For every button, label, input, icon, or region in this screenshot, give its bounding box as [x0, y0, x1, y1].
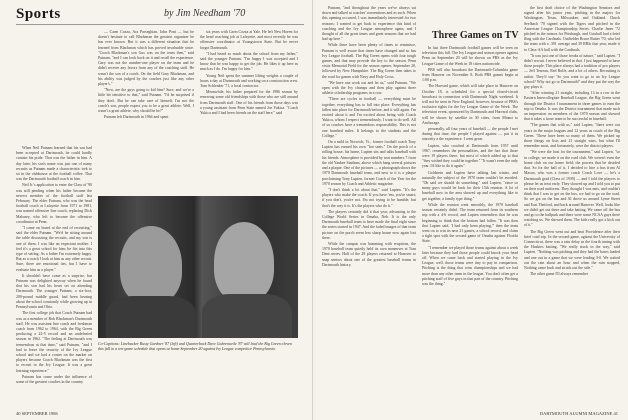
- paragraph: The Harvard game, which will take place in Hanover on October 18, is scheduled for a special closed-circuit broadcast in connection with Dartmouth Night weekend. It will not be seen in New England, however, because of PBS's exclusive rights for the Ivy League Game of the Week. The television event, sponsored by Dartmouth and Harvard clubs, will be shown by satellite in 30 cities, from Miami to Anchorage.: [422, 84, 518, 125]
- paragraph: When Neil Putnam learned that his son had been accepted at Dartmouth, he could hardly contain his pride. That was the father in him. A day later, his son's name was just one of many recruits as Putnam made a characteristic trek to sit in the clubhouse at the football coffee. That was the Dartmouth football coach in him.: [16, 146, 92, 182]
- paragraph: "I came on board at the end of recruiting," said the elder Putnam. "We'd be sitting around the table discussing the recruits, and my son is one of them. I was like an expectant mother. I feel it's a great school for him; he fits into this type of setting. As a father I'm extremely happy. But as a coach I look at him as any other recruit. Sure, there are emotional ties, but I have to evaluate him as a player.": [16, 226, 92, 272]
- paragraph: Lupien, who coached at Dartmouth from 1957 until 1967, remembers the personalities, and the fact that those were 19 players there, but most of which added up to that "they wished they could be together." "It wasn't even the only year. I'd like to do it again.": [422, 143, 518, 169]
- paragraph: "The games that with us," said Lupien, "there were our years in the major leagues and 12 years as coach of the Big Green. 'These have been so many of them. We picked up those things on lists and 21 straight wins, but what I'll remember most, and fortunately, were the district players.: [524, 123, 620, 149]
- photo-caption: Co-Captions: Linebacker Rusty Gardner '87 (left) and Quarterback Dave Gabrenavile '87 will lead the Big Green eleven this fall in a ten-game schedule that opens at home September 20 against Ivy League competitor Pennsylvania.: [98, 341, 292, 351]
- paragraph: Putnam, "and throughout the years we've always sat down and talked at coaches' conventions and as such. When this opening occurred, I was immediately interested for two reasons: I wanted to get back to experience this kind of coaching and the Ivy League atmosphere again, and I thought of all the great times and great seasons that we had had up here.": [322, 6, 416, 42]
- article-column-3: [200, 30, 298, 192]
- article-column-1: [16, 146, 92, 408]
- left-page: [0, 0, 313, 420]
- paragraph: While there have been plenty of times to reminisce, Putnam is well aware that times have changed and so has Ivy League football. The Big Green opens with four tough games, and that may provide the key to the season. Penn visits Memorial Field for the season opener, September 20, followed by New Hampshire. The Big Green then takes to the road for games with Navy and Holy Cross.: [322, 43, 416, 79]
- paragraph: six years with Carm Cozza at Yale. He left New Haven for the head coaching job at Lafayette, and most recently he was offensive coordinator at Youngstown State. But he never forgot Dartmouth.: [200, 30, 298, 50]
- paragraph: It shouldn't have come as a surprise, but Putnam was delighted anyway when he found that his son had his heart set on attending Dartmouth. The younger Putnam, a six-foot, 200-pound middle guard, had been hearing about the school constantly while growing up in Pennsylvania and Ohio.: [16, 273, 92, 310]
- paragraph: "I don't think a lot about that," said Lupien. "It's the players who make the coach. If you have 'em, you're smart; if you don't, you're not. I'm not trying to be humble, but that's the way it is. It's the players who do it.": [322, 187, 416, 208]
- page-folio-right: DARTMOUTH ALUMNI MAGAZINE 41: [539, 411, 618, 416]
- paragraph: "There are cycles in football — everything must be together, everything has to fall into place. Everything has fallen into place for Dartmouth before, and it will again. I'm excited about it and I'm excited about being with Coach Yukica, whom I respect tremendously. I want to do well. All of us coaches have a tremendous responsibility. This is not one hundred miles. It belongs to the students and the College.": [322, 97, 416, 138]
- sidebar-title: Three Games on TV: [432, 30, 519, 41]
- paragraph: Neil Jr.'s application to enter the Class of '90 was still pending when his father became the newest member of the football staff last February. The elder Putnam, who was the head football coach at Lafayette from 1971 to 1981, was named offensive line coach, replacing Dick Maloney, who left to become the offensive coordinator at Penn.: [16, 183, 92, 224]
- article-column-2: [422, 46, 518, 410]
- paragraph: While the reunion went smoothly, the 1970 baseball season certainly didn't. The team returned from its southern trip with a 4-6 record, and Lupien remembers that he was beginning to think that the bottom had fallen. "It was then that Lupien said, 'I had only been playing,'" then the team went on to win its next 21 games, a school record, and claim a tight spot with the second game of Omaha against Florida State.: [422, 202, 518, 244]
- paragraph: "After winning 21 straight, including 13 in a row in the Eastern Intercollegiate Baseball League, the Big Green went through the District I tournament in three games to earn the trip to Omaha. It was the District tournament that made such an impression on members of the 1970 season and showed that it takes a loose team to be successful in baseball.: [524, 91, 620, 122]
- paragraph: On a mild in Norwich, Vt., former football coach Tony Lupien has earned his own "hot seats." On the porch of a rolling house, his home, Lupien sits and talks baseball with his friends. Atmosphere is provided by seat numbers 7 from the old Yankee Stadium, above which hang several pictures and a plaque. One of the pictures — a photograph shows the 1970 Dartmouth baseball team, and next to it is a plaque proclaiming Tony Lupien, former Coach of the Year for the 1970 season by Coach and Athletic magazine.: [322, 140, 416, 186]
- header-rule: [16, 24, 304, 25]
- section-title: Sports: [16, 6, 61, 22]
- paragraph: personally, all four years of baseball — the people I met during that time, the people I played against — put it in sincerity a the experience. I went great.: [422, 127, 518, 142]
- paragraph: Putnam has come under the influence of some of the greatest coaches in the country: [16, 374, 92, 384]
- paragraph: While the campus was humming with eruptions, the 1970 baseball team quietly held its own maneuver at Tom Dent series. Half of the 28 players returned to Hanover to snap seniors about one of the greatest baseball teams in Dartmouth history.: [322, 241, 416, 267]
- player-left-shirt: [106, 296, 196, 338]
- paragraph: The first college job that Coach Putnam had was as a member of Bob Blackman's Dartmouth staff. He was assistant line coach and freshman coach from 1962 to 1964, with the Big Green producing a 22-5 record and an undefeated season in 1962. "The feeling at Dartmouth was tremendous at that time," said Putnam, "and I had to leave the security of the Ivy League school and we had a corner on the market on players because Coach Blackman was the first to recruit in the Ivy League. It was a great learning experience.": [16, 311, 92, 373]
- page-folio-left: 40 SEPTEMBER 1986: [16, 411, 58, 416]
- player-right-figure: [214, 222, 274, 302]
- co-captains-photo: [98, 196, 298, 338]
- paragraph: "I remember we played those teams against about a week later because they had those people could knock your head off. When we came back and started playing in the Ivy League, well, those teams were tiny to pay in comparison. Pitching is the thing that wins championships and we had more than any other team in the league. You don't often get a pitching staff of five guys in that part of the country. Pitching was the thing.": [422, 245, 518, 286]
- paragraph: — Carm Cozza, Ara Parseghian, John Pont — but he doesn't hesitate to call Blackman the greatest organizer he has ever known. But it was a different situation that he learned from Blackman which has proved invaluable since. "Coach Blackman's son Gus was on the team then," said Putnam, "and I can look back on it and recall the experience. Gary was not the number-one player on the team and he didn't receive any favors from any of the coaching staff. He wasn't the son of a coach. On the field Gary Blackman, and his ability was judged by the coaches just like any other player's.": [98, 30, 194, 87]
- paragraph: "I had heard so much about the school from my father," said the younger Putnam. "I'm happy I was accepted and I know that he was happy to get the job. He likes it up here as much as I do. I'm happy for him.": [200, 51, 298, 72]
- paragraph: In last three Dartmouth football games will be seen on television this fall. The Ivy League and season opener against Penn on September 20 will be shown on PBS as the Ivy League Game of the Week in 18 cities nationwide.: [422, 46, 518, 66]
- paragraph: The Big Green went out and beat Providence after their brief road trip. In the second game, against the University of Connecticut, there was a rain delay in the fourth inning with the Huskies batting. "We really stuck in the way," said Lupien. "Nothing was pitching and they had the bases loaded and one out in a game that we were leading 3-0. We waited out the rain about an hour and when the rain stopped, Nothing came back and struck out the side.": [524, 229, 620, 270]
- paragraph: Young Neil spent the summer lifting weights a couple of hours a day at Dartmouth and working on a construction crew. Tom Schlenker '71, a local contractor.: [200, 73, 298, 89]
- article-column-2: [98, 30, 194, 192]
- paragraph: "We have one work out and let us," said Putnam. "We open with the Ivy champs and then play against three athletic scholarship programs in a row.: [322, 80, 416, 96]
- paragraph: Meanwhile, his father prepared for the 1986 season by renewing some old friendships with those who are still around from Dartmouth staff. One of his friends from those days was a young assistant from Penn State named Joe Yukica. "Coach Yukica and I had been friends on the staff here," said: [200, 90, 298, 116]
- paragraph: Goldstein and Lupien have talking last winter, and naturally the subject of the 1970 team couldn't be avoided. "Oh said we should do something," said Lupien, "since so many guys would be back for their 15th reunion. A lot of baseball now in the area showed up and everything like to get together, a family type thing.": [422, 170, 518, 201]
- paragraph: "We were the host for the tournament," said Lupien, "so in college, we made it on the road club. We weren't even the home club on our home field; the powers that be decided that. So for the ball of it, I decided to hire a bus from Al Mason, who was a former coach Coach Love — he's a Dartmouth grad (Class of 1939) — and I told the players to please let us treat early. They showed up and I told you to put on their road uniforms. They thought I was nuts, and couldn't think that I was to get on the bus, we had to go on the road. So we got on the bus and Al drove us around Lyme Street and East Thetford, and back around Hanover. Well, looks like we didn't get out there and take batting. We came off the bus and go to the ballpark and there were some NCAA guys there watching us. We showed them. The kids really got a kick out of it.": [524, 150, 620, 228]
- right-page: [314, 0, 628, 420]
- player-right-shirt: [202, 294, 292, 338]
- paragraph: PBS will also broadcast the Dartmouth-Columbia game from Hanover on November 8. Both PBS games begin at 1:00 p.m.: [422, 67, 518, 83]
- byline: by Jim Needham '70: [164, 8, 246, 19]
- paragraph: Putnam left Dartmouth in 1964 and spent: [104, 115, 169, 120]
- player-left-figure: [120, 226, 182, 304]
- paragraph: The players certainly did it that year, advancing to the College World Series in Omaha, Neb. It is the only Dartmouth baseball team to have made the final eight since the series started in 1947. And the faded images of that team picture on the porch seem less sharp house now again lost there.: [322, 209, 416, 240]
- article-column-3: [524, 6, 620, 410]
- article-column-1: [322, 6, 416, 410]
- paragraph: "It was just one of those freaks of nature," said Lupien. "I didn't recruit. I never believed in that. I just happened to have those people. This place always had a tradition of pro players — Jeff Tesreau, Red Rolfe, and a lot of others. Recruiting is unfair. They'd say: 'So you want to go to an Ivy League school? Why not go to Dartmouth?' and they put the way the guy plays it.: [524, 53, 620, 90]
- paragraph: "Now, are the guys going to kid him? Sure, and we're a little bit sensitive to that," said Putnam. "I'd be surprised if they don't. But he can take care of himself. I'm not the coach's son, people expect you to be a great athlete. Well, I wasn't a great athlete, why should he be?": [98, 88, 194, 114]
- paragraph: The other game I'll always remember: [530, 272, 589, 277]
- paragraph: the first draft choice of the Washington Senators and signed after his junior year, pitching in the majors for Washington, Texas, Milwaukee, and Oakland. Chuck Seelbach '70 signed with the Tigers and pitched in the American League Championship Series. Charlie Janer '72 pitched in the minors for Pittsburgh, and Cutshall had a brief fling with the Cardinals. Outfielder Bruce Rutter '70, who led the team with a .391 average and 39 RBIs that year, made it to Class-AA ball with the Cardinals.: [524, 6, 620, 52]
